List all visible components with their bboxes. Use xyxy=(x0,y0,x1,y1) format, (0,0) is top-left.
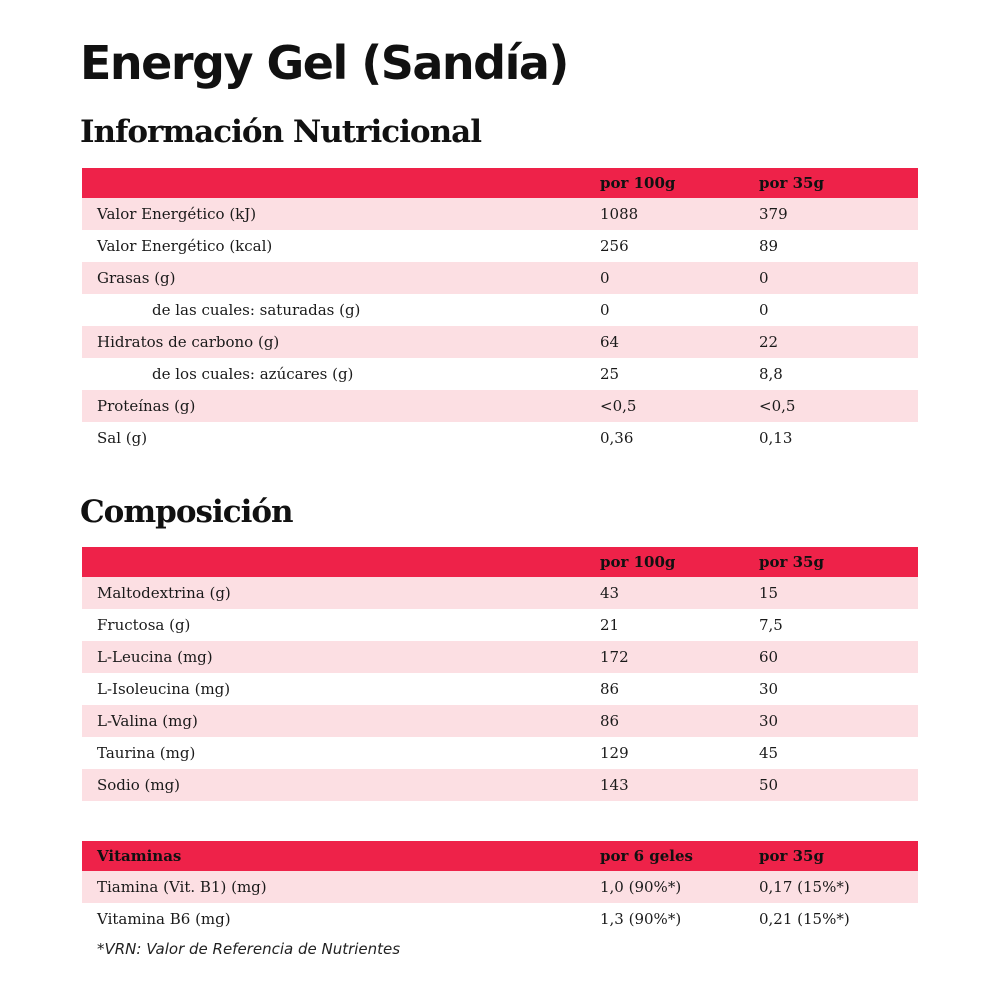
header-vitamins: Vitaminas xyxy=(97,847,182,865)
row-label: Sal (g) xyxy=(97,429,148,447)
row-value-col2: 7,5 xyxy=(759,616,783,634)
composition-table xyxy=(82,547,918,801)
row-label: Tiamina (Vit. B1) (mg) xyxy=(97,878,267,896)
table-row xyxy=(82,390,918,422)
row-value-col1: 86 xyxy=(600,712,620,730)
row-value-col2: 0 xyxy=(759,269,769,287)
row-label: Grasas (g) xyxy=(97,269,176,287)
header-per-100g: por 100g xyxy=(600,174,676,192)
table-row xyxy=(82,262,918,294)
header-per-35g: por 35g xyxy=(759,847,824,865)
footnote: *VRN: Valor de Referencia de Nutrientes xyxy=(97,940,401,958)
table-row xyxy=(82,358,918,390)
row-value-col2: 60 xyxy=(759,648,779,666)
row-value-col1: 256 xyxy=(600,237,629,255)
table-header-row xyxy=(82,841,918,871)
row-value-col1: 64 xyxy=(600,333,620,351)
row-value-col1: 43 xyxy=(600,584,620,602)
row-value-col2: 0,13 xyxy=(759,429,793,447)
table-header-row xyxy=(82,168,918,198)
table-row xyxy=(82,705,918,737)
row-label: L-Isoleucina (mg) xyxy=(97,680,231,698)
row-value-col2: 30 xyxy=(759,712,779,730)
row-label: Fructosa (g) xyxy=(97,616,191,634)
row-value-col2: 89 xyxy=(759,237,779,255)
row-label: Taurina (mg) xyxy=(97,744,196,762)
row-label: Valor Energético (kJ) xyxy=(97,205,257,223)
row-value-col2: 8,8 xyxy=(759,365,783,383)
row-value-col2: 50 xyxy=(759,776,779,794)
row-value-col1: 25 xyxy=(600,365,620,383)
row-label: L-Valina (mg) xyxy=(97,712,198,730)
row-value-col2: 0 xyxy=(759,301,769,319)
row-label: Valor Energético (kcal) xyxy=(97,237,273,255)
row-label: de las cuales: saturadas (g) xyxy=(152,301,361,319)
row-value-col2: 15 xyxy=(759,584,779,602)
table-row xyxy=(82,198,918,230)
row-value-col1: 1,3 (90%*) xyxy=(600,910,682,928)
table-row xyxy=(82,294,918,326)
nutrition-table xyxy=(82,168,918,454)
row-value-col2: 45 xyxy=(759,744,779,762)
row-value-col1: 86 xyxy=(600,680,620,698)
row-value-col2: 379 xyxy=(759,205,788,223)
table-row xyxy=(82,903,918,935)
row-value-col1: 172 xyxy=(600,648,629,666)
row-label: Hidratos de carbono (g) xyxy=(97,333,280,351)
header-per-35g: por 35g xyxy=(759,553,824,571)
page-title: Energy Gel (Sandía) xyxy=(80,36,568,90)
row-value-col1: 21 xyxy=(600,616,620,634)
row-label: L-Leucina (mg) xyxy=(97,648,213,666)
row-value-col1: 0,36 xyxy=(600,429,634,447)
row-label: Maltodextrina (g) xyxy=(97,584,231,602)
row-value-col1: 1088 xyxy=(600,205,639,223)
header-per-6-gels: por 6 geles xyxy=(600,847,693,865)
table-row xyxy=(82,673,918,705)
table-row xyxy=(82,769,918,801)
row-value-col1: <0,5 xyxy=(600,397,637,415)
row-value-col1: 143 xyxy=(600,776,629,794)
table-row xyxy=(82,230,918,262)
table-row xyxy=(82,326,918,358)
row-label: de los cuales: azúcares (g) xyxy=(152,365,354,383)
vitamins-table xyxy=(82,841,918,935)
row-value-col2: <0,5 xyxy=(759,397,796,415)
row-label: Proteínas (g) xyxy=(97,397,196,415)
row-value-col2: 0,17 (15%*) xyxy=(759,878,850,896)
row-label: Sodio (mg) xyxy=(97,776,181,794)
row-value-col1: 0 xyxy=(600,301,610,319)
row-value-col2: 22 xyxy=(759,333,779,351)
header-per-100g: por 100g xyxy=(600,553,676,571)
row-value-col2: 30 xyxy=(759,680,779,698)
row-label: Vitamina B6 (mg) xyxy=(97,910,231,928)
row-value-col1: 129 xyxy=(600,744,629,762)
table-row xyxy=(82,641,918,673)
nutrition-heading: Información Nutricional xyxy=(80,114,481,150)
table-row xyxy=(82,422,918,454)
composition-heading: Composición xyxy=(80,494,293,530)
table-row xyxy=(82,737,918,769)
table-row xyxy=(82,609,918,641)
row-value-col2: 0,21 (15%*) xyxy=(759,910,850,928)
table-header-row xyxy=(82,547,918,577)
row-value-col1: 0 xyxy=(600,269,610,287)
table-row xyxy=(82,577,918,609)
table-row xyxy=(82,871,918,903)
header-per-35g: por 35g xyxy=(759,174,824,192)
row-value-col1: 1,0 (90%*) xyxy=(600,878,682,896)
